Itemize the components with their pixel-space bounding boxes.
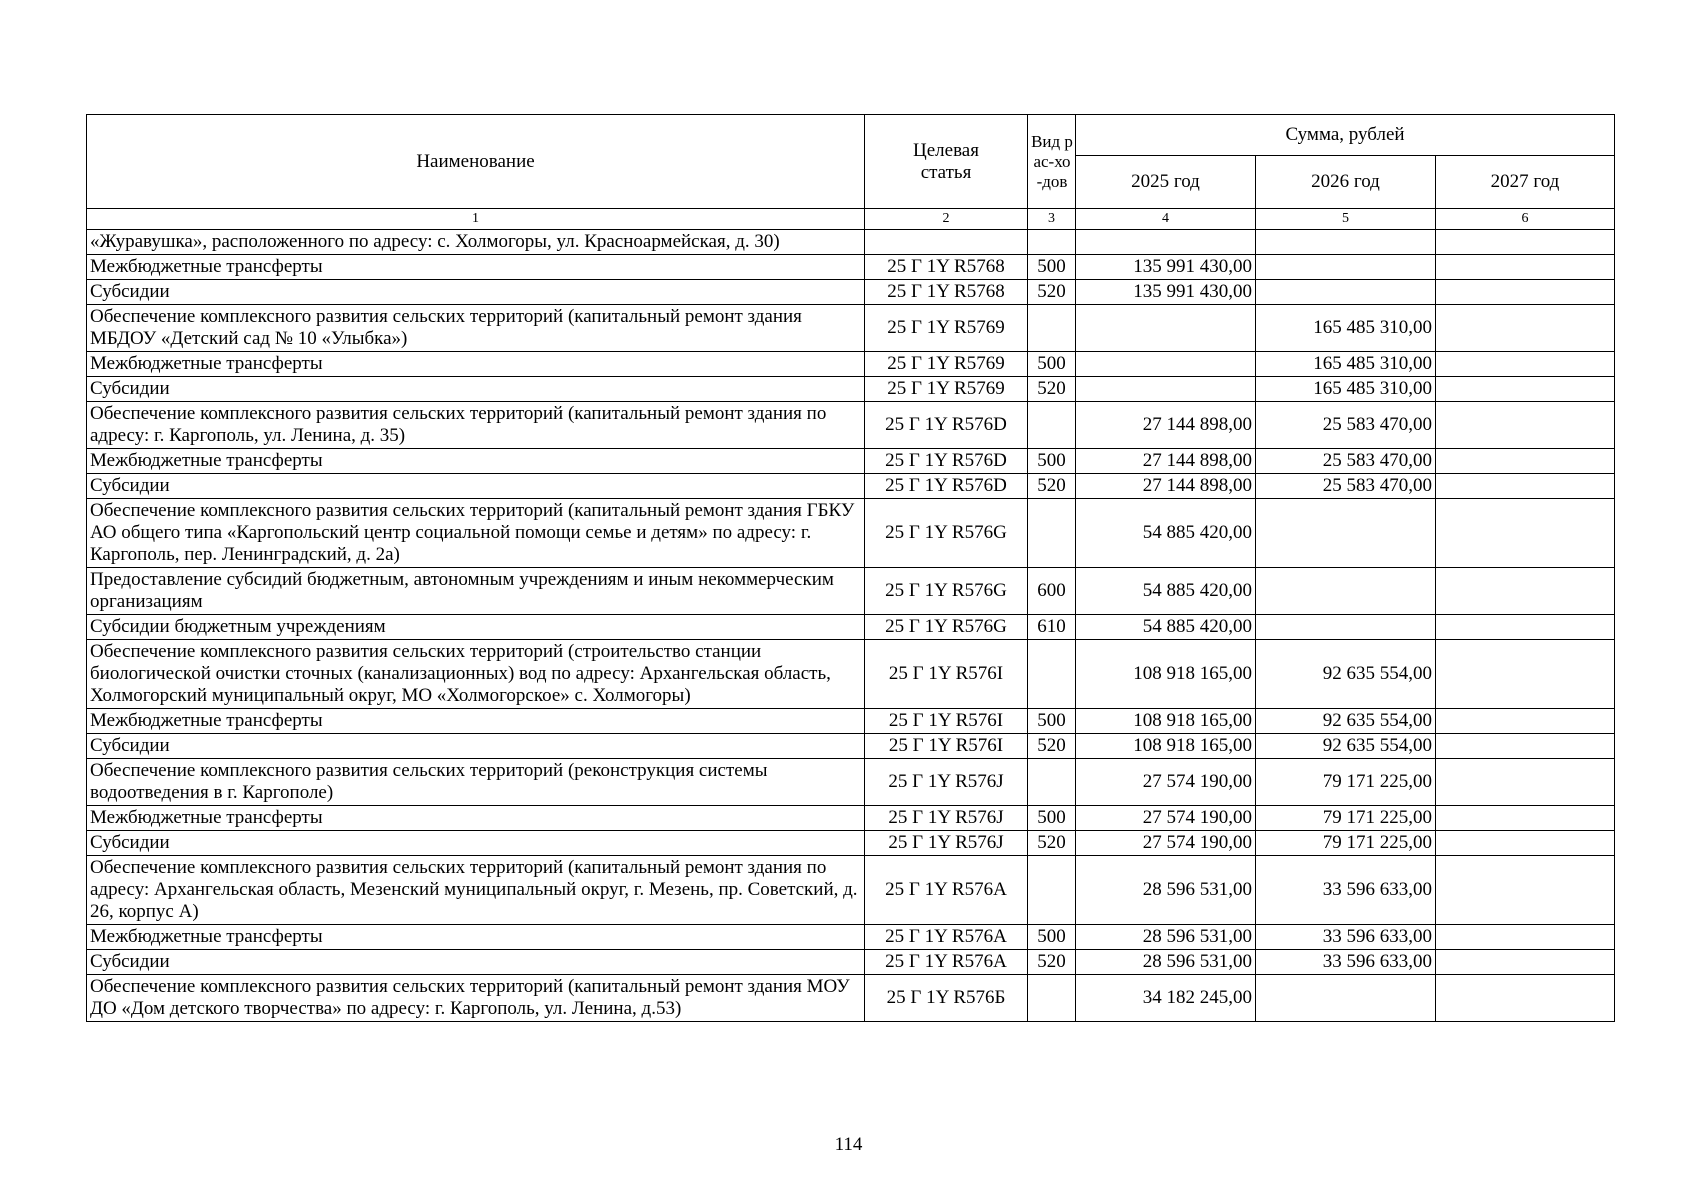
row-name-cell: Обеспечение комплексного развития сельских территорий (капитальный ремонт здания по адресу: Архангельская область, Мезенский муниципальный округ, г. Мезень, пр. Советский, д. 26, корпус А) <box>87 856 865 925</box>
row-amount-2026-cell <box>1256 568 1436 615</box>
row-amount-2027-cell <box>1436 640 1615 709</box>
row-expense-type-cell: 500 <box>1028 255 1076 280</box>
row-amount-2027-cell <box>1436 950 1615 975</box>
row-amount-2026-cell: 79 171 225,00 <box>1256 759 1436 806</box>
row-amount-2027-cell <box>1436 402 1615 449</box>
row-expense-type-cell: 600 <box>1028 568 1076 615</box>
row-expense-type-cell: 520 <box>1028 950 1076 975</box>
row-amount-2026-cell <box>1256 499 1436 568</box>
table-row <box>87 352 1615 377</box>
row-target-article-cell: 25 Г 1Y R576G <box>865 615 1028 640</box>
row-name-cell: Обеспечение комплексного развития сельских территорий (реконструкция системы водоотведения в г. Каргополе) <box>87 759 865 806</box>
row-amount-2025-cell: 28 596 531,00 <box>1076 950 1256 975</box>
row-amount-2025-cell: 27 144 898,00 <box>1076 474 1256 499</box>
row-name-cell: Межбюджетные трансферты <box>87 925 865 950</box>
row-amount-2027-cell <box>1436 377 1615 402</box>
row-amount-2027-cell <box>1436 449 1615 474</box>
row-amount-2027-cell <box>1436 474 1615 499</box>
table-row <box>87 568 1615 615</box>
row-target-article-cell: 25 Г 1Y R576J <box>865 806 1028 831</box>
row-target-article-cell: 25 Г 1Y R576G <box>865 568 1028 615</box>
row-amount-2027-cell <box>1436 831 1615 856</box>
row-amount-2027-cell <box>1436 806 1615 831</box>
row-target-article-cell: 25 Г 1Y R576J <box>865 759 1028 806</box>
row-expense-type-cell: 500 <box>1028 709 1076 734</box>
table-body <box>87 230 1615 1022</box>
row-amount-2025-cell <box>1076 352 1256 377</box>
header-name: Наименование <box>87 115 865 209</box>
header-year-2025: 2025 год <box>1076 156 1256 209</box>
row-amount-2026-cell: 165 485 310,00 <box>1256 377 1436 402</box>
table-row <box>87 474 1615 499</box>
row-amount-2027-cell <box>1436 925 1615 950</box>
column-number: 3 <box>1028 209 1076 230</box>
row-amount-2025-cell <box>1076 305 1256 352</box>
row-target-article-cell: 25 Г 1Y R576D <box>865 474 1028 499</box>
row-amount-2026-cell <box>1256 230 1436 255</box>
row-amount-2026-cell <box>1256 255 1436 280</box>
row-target-article-cell: 25 Г 1Y R5768 <box>865 280 1028 305</box>
row-name-cell: Обеспечение комплексного развития сельских территорий (капитальный ремонт здания МБДОУ «Детский сад № 10 «Улыбка») <box>87 305 865 352</box>
row-target-article-cell: 25 Г 1Y R576A <box>865 856 1028 925</box>
row-name-cell: Субсидии бюджетным учреждениям <box>87 615 865 640</box>
row-amount-2025-cell: 27 144 898,00 <box>1076 402 1256 449</box>
table-row <box>87 709 1615 734</box>
row-amount-2026-cell: 33 596 633,00 <box>1256 950 1436 975</box>
row-name-cell: Обеспечение комплексного развития сельских территорий (капитальный ремонт здания ГБКУ АО общего типа «Каргопольский центр социальной помощи семье и детям» по адресу: г. Каргополь, пер. Ленинградский, д. 2а) <box>87 499 865 568</box>
row-amount-2027-cell <box>1436 615 1615 640</box>
row-name-cell: Субсидии <box>87 831 865 856</box>
header-sum: Сумма, рублей <box>1076 115 1615 156</box>
row-expense-type-cell: 520 <box>1028 831 1076 856</box>
row-amount-2027-cell <box>1436 230 1615 255</box>
page-number: 114 <box>834 1134 863 1155</box>
budget-table <box>86 114 1615 1022</box>
row-amount-2026-cell <box>1256 975 1436 1022</box>
row-expense-type-cell: 520 <box>1028 734 1076 759</box>
row-amount-2026-cell: 92 635 554,00 <box>1256 734 1436 759</box>
row-name-cell: Межбюджетные трансферты <box>87 806 865 831</box>
row-name-cell: Субсидии <box>87 280 865 305</box>
row-expense-type-cell <box>1028 305 1076 352</box>
row-expense-type-cell <box>1028 975 1076 1022</box>
table-row <box>87 975 1615 1022</box>
table-row <box>87 255 1615 280</box>
row-amount-2026-cell: 165 485 310,00 <box>1256 305 1436 352</box>
row-amount-2025-cell: 135 991 430,00 <box>1076 280 1256 305</box>
row-expense-type-cell <box>1028 640 1076 709</box>
row-amount-2026-cell: 33 596 633,00 <box>1256 856 1436 925</box>
row-amount-2027-cell <box>1436 856 1615 925</box>
row-amount-2025-cell: 34 182 245,00 <box>1076 975 1256 1022</box>
row-expense-type-cell <box>1028 499 1076 568</box>
row-target-article-cell: 25 Г 1Y R576I <box>865 734 1028 759</box>
row-name-cell: Межбюджетные трансферты <box>87 255 865 280</box>
row-amount-2027-cell <box>1436 568 1615 615</box>
row-amount-2025-cell: 54 885 420,00 <box>1076 499 1256 568</box>
row-amount-2025-cell: 108 918 165,00 <box>1076 709 1256 734</box>
row-amount-2027-cell <box>1436 352 1615 377</box>
row-expense-type-cell: 520 <box>1028 377 1076 402</box>
row-name-cell: Обеспечение комплексного развития сельских территорий (строительство станции биологической очистки сточных (канализационных) вод по адресу: Архангельская область, Холмогорский муниципальный округ, МО «Холмогорское» с. Холмогоры) <box>87 640 865 709</box>
row-target-article-cell: 25 Г 1Y R576A <box>865 950 1028 975</box>
row-target-article-cell: 25 Г 1Y R576G <box>865 499 1028 568</box>
row-amount-2026-cell: 165 485 310,00 <box>1256 352 1436 377</box>
table-row <box>87 734 1615 759</box>
row-amount-2026-cell <box>1256 280 1436 305</box>
table-row <box>87 280 1615 305</box>
row-target-article-cell: 25 Г 1Y R576I <box>865 709 1028 734</box>
column-number: 6 <box>1436 209 1615 230</box>
row-amount-2026-cell: 79 171 225,00 <box>1256 831 1436 856</box>
table-row <box>87 230 1615 255</box>
row-expense-type-cell: 500 <box>1028 352 1076 377</box>
row-expense-type-cell: 500 <box>1028 806 1076 831</box>
row-amount-2025-cell: 27 144 898,00 <box>1076 449 1256 474</box>
table-row <box>87 377 1615 402</box>
row-amount-2025-cell: 28 596 531,00 <box>1076 856 1256 925</box>
row-target-article-cell: 25 Г 1Y R576I <box>865 640 1028 709</box>
row-name-cell: Субсидии <box>87 950 865 975</box>
row-expense-type-cell: 500 <box>1028 449 1076 474</box>
row-amount-2027-cell <box>1436 709 1615 734</box>
table-row <box>87 449 1615 474</box>
row-amount-2025-cell <box>1076 377 1256 402</box>
table-row <box>87 856 1615 925</box>
row-amount-2027-cell <box>1436 305 1615 352</box>
row-amount-2026-cell: 25 583 470,00 <box>1256 474 1436 499</box>
row-amount-2025-cell: 27 574 190,00 <box>1076 806 1256 831</box>
row-amount-2027-cell <box>1436 280 1615 305</box>
row-amount-2025-cell: 108 918 165,00 <box>1076 734 1256 759</box>
column-number-row <box>87 209 1615 230</box>
row-expense-type-cell: 520 <box>1028 280 1076 305</box>
row-amount-2025-cell: 28 596 531,00 <box>1076 925 1256 950</box>
row-amount-2025-cell: 54 885 420,00 <box>1076 568 1256 615</box>
row-target-article-cell: 25 Г 1Y R576A <box>865 925 1028 950</box>
row-amount-2025-cell: 54 885 420,00 <box>1076 615 1256 640</box>
row-amount-2026-cell: 92 635 554,00 <box>1256 709 1436 734</box>
row-amount-2026-cell: 33 596 633,00 <box>1256 925 1436 950</box>
row-expense-type-cell: 500 <box>1028 925 1076 950</box>
row-name-cell: Обеспечение комплексного развития сельских территорий (капитальный ремонт здания по адресу: г. Каргополь, ул. Ленина, д. 35) <box>87 402 865 449</box>
row-target-article-cell: 25 Г 1Y R5769 <box>865 352 1028 377</box>
row-expense-type-cell <box>1028 230 1076 255</box>
row-amount-2027-cell <box>1436 255 1615 280</box>
row-target-article-cell <box>865 230 1028 255</box>
row-amount-2027-cell <box>1436 734 1615 759</box>
column-number: 5 <box>1256 209 1436 230</box>
row-name-cell: Межбюджетные трансферты <box>87 352 865 377</box>
row-expense-type-cell: 610 <box>1028 615 1076 640</box>
table-row <box>87 831 1615 856</box>
row-name-cell: «Журавушка», расположенного по адресу: с. Холмогоры, ул. Красноармейская, д. 30) <box>87 230 865 255</box>
table-row <box>87 615 1615 640</box>
row-name-cell: Обеспечение комплексного развития сельских территорий (капитальный ремонт здания МОУ ДО «Дом детского творчества» по адресу: г. Каргополь, ул. Ленина, д.53) <box>87 975 865 1022</box>
row-name-cell: Субсидии <box>87 474 865 499</box>
table-row <box>87 950 1615 975</box>
header-target-article <box>865 115 1028 209</box>
column-number: 2 <box>865 209 1028 230</box>
row-amount-2026-cell: 25 583 470,00 <box>1256 402 1436 449</box>
row-target-article-cell: 25 Г 1Y R576D <box>865 449 1028 474</box>
header-expense-type <box>1028 115 1076 209</box>
row-name-cell: Межбюджетные трансферты <box>87 709 865 734</box>
row-amount-2027-cell <box>1436 499 1615 568</box>
row-amount-2027-cell <box>1436 759 1615 806</box>
row-name-cell: Межбюджетные трансферты <box>87 449 865 474</box>
table-row <box>87 925 1615 950</box>
row-amount-2025-cell: 27 574 190,00 <box>1076 759 1256 806</box>
table-row <box>87 305 1615 352</box>
table-row <box>87 759 1615 806</box>
row-amount-2025-cell: 27 574 190,00 <box>1076 831 1256 856</box>
table-row <box>87 499 1615 568</box>
row-target-article-cell: 25 Г 1Y R576Б <box>865 975 1028 1022</box>
column-number: 1 <box>87 209 865 230</box>
row-amount-2026-cell: 92 635 554,00 <box>1256 640 1436 709</box>
header-year-2026: 2026 год <box>1256 156 1436 209</box>
row-amount-2025-cell: 135 991 430,00 <box>1076 255 1256 280</box>
row-amount-2026-cell <box>1256 615 1436 640</box>
row-amount-2026-cell: 79 171 225,00 <box>1256 806 1436 831</box>
row-amount-2026-cell: 25 583 470,00 <box>1256 449 1436 474</box>
table-row <box>87 806 1615 831</box>
row-name-cell: Субсидии <box>87 734 865 759</box>
table-row <box>87 640 1615 709</box>
row-target-article-cell: 25 Г 1Y R5769 <box>865 377 1028 402</box>
header-expense-type-text: Вид рас-хо-дов <box>1031 131 1073 191</box>
row-amount-2025-cell: 108 918 165,00 <box>1076 640 1256 709</box>
row-target-article-cell: 25 Г 1Y R576J <box>865 831 1028 856</box>
row-expense-type-cell <box>1028 759 1076 806</box>
row-expense-type-cell <box>1028 856 1076 925</box>
column-number: 4 <box>1076 209 1256 230</box>
row-name-cell: Предоставление субсидий бюджетным, автономным учреждениям и иным некоммерческим организациям <box>87 568 865 615</box>
header-year-2027: 2027 год <box>1436 156 1615 209</box>
row-amount-2025-cell <box>1076 230 1256 255</box>
row-name-cell: Субсидии <box>87 377 865 402</box>
row-expense-type-cell <box>1028 402 1076 449</box>
row-target-article-cell: 25 Г 1Y R5769 <box>865 305 1028 352</box>
row-amount-2027-cell <box>1436 975 1615 1022</box>
row-target-article-cell: 25 Г 1Y R576D <box>865 402 1028 449</box>
row-target-article-cell: 25 Г 1Y R5768 <box>865 255 1028 280</box>
table-row <box>87 402 1615 449</box>
row-expense-type-cell: 520 <box>1028 474 1076 499</box>
header-target-article-text: Целевая статья <box>913 139 979 183</box>
